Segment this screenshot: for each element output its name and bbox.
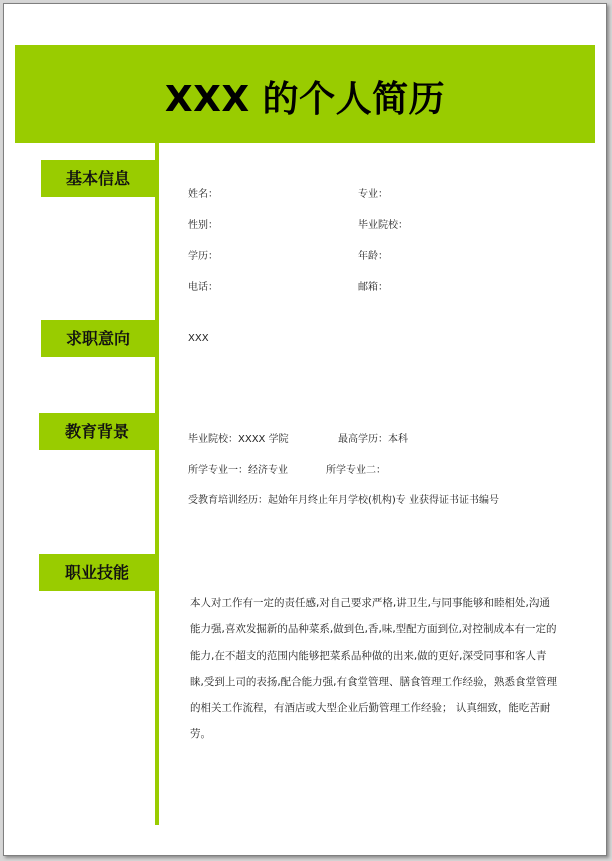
field-email: 邮箱： — [358, 282, 388, 293]
field-school: 毕业院校： — [358, 220, 408, 231]
section-heading-job-intention: 求职意向 — [41, 320, 155, 357]
education-school: 毕业院校：XXXX 学院 — [188, 434, 289, 445]
page-title: XXX 的个人简历 — [164, 79, 446, 120]
field-phone: 电话： — [188, 282, 218, 293]
job-intention-value: XXX — [188, 333, 209, 344]
skills-paragraph: 本人对工作有一定的责任感,对自己要求严格,讲卫生,与同事能够和睦相处,沟通能力强,喜欢发掘新的品种菜系,做到色,香,味,型配方面到位,对控制成本有一定的能力,在不超支的范围内能够把菜系品种做的出来,做的更好,深受同事和客人青睐,受到上司的表扬,配合能力强,有食堂管理、膳食管理工作经验，熟悉食堂管理的相关工作流程，有酒店或大型企业后勤管理工作经验； 认真细致，能吃苦耐劳。 — [190, 597, 558, 741]
section-heading-basic-info: 基本信息 — [41, 160, 155, 197]
education-training: 受教育培训经历：起始年月终止年月学校(机构)专 业获得证书证书编号 — [188, 495, 499, 506]
field-age: 年龄： — [358, 251, 388, 262]
section-heading-education: 教育背景 — [39, 413, 155, 450]
section-heading-skills: 职业技能 — [39, 554, 155, 591]
education-major-two: 所学专业二： — [326, 465, 386, 476]
field-name: 姓名： — [188, 189, 218, 200]
field-education: 学历： — [188, 251, 218, 262]
education-degree: 最高学历：本科 — [338, 434, 408, 445]
field-major: 专业： — [358, 189, 388, 200]
field-gender: 性别： — [188, 220, 218, 231]
timeline-divider — [155, 143, 159, 825]
education-major-one: 所学专业一：经济专业 — [188, 465, 288, 476]
